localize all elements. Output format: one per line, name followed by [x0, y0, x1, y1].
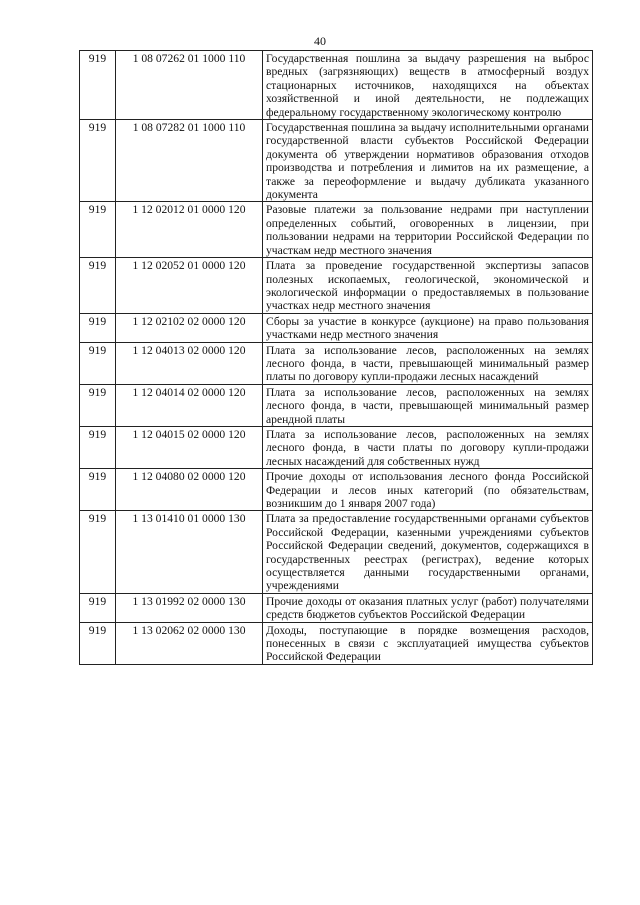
description-cell: Плата за предоставление государственными органами субъектов Российской Федерации, казенными учреждениями субъектов Российской Федерации сведений, документов, содержащихся в государственных реестрах (регистрах), ведение которых осуществляется данными государственными органами, учреждениями [263, 511, 593, 593]
description-cell: Государственная пошлина за выдачу исполнительными органами государственной власти субъектов Российской Федерации документа об утверждении нормативов образования отходов производства и потребления и лимитов на их размещение, а также за переоформление и выдачу дубликата указанного документа [263, 120, 593, 202]
description-cell: Государственная пошлина за выдачу разрешения на выброс вредных (загрязняющих) веществ в атмосферный воздух стационарных источников, находящихся на объектах хозяйственной и иной деятельности, не подлежащих федеральному государственному экологическому контролю [263, 51, 593, 120]
budget-code-cell: 1 08 07282 01 1000 110 [116, 120, 263, 202]
budget-code-cell: 1 12 02102 02 0000 120 [116, 313, 263, 342]
description-cell: Плата за проведение государственной экспертизы запасов полезных ископаемых, геологической, экономической и экологической информации о предоставляемых в пользование участках недр местного значения [263, 258, 593, 314]
description-cell: Доходы, поступающие в порядке возмещения расходов, понесенных в связи с эксплуатацией имущества субъектов Российской Федерации [263, 622, 593, 664]
revenue-codes-table [79, 50, 593, 665]
table-row [80, 258, 593, 314]
admin-code-cell: 919 [80, 511, 116, 593]
admin-code-cell: 919 [80, 426, 116, 468]
admin-code-cell: 919 [80, 51, 116, 120]
admin-code-cell: 919 [80, 258, 116, 314]
description-cell: Плата за использование лесов, расположенных на землях лесного фонда, в части, превышающей минимальный размер арендной платы [263, 384, 593, 426]
table-row [80, 120, 593, 202]
budget-code-cell: 1 12 02052 01 0000 120 [116, 258, 263, 314]
admin-code-cell: 919 [80, 469, 116, 511]
table-row [80, 593, 593, 622]
budget-code-cell: 1 12 04080 02 0000 120 [116, 469, 263, 511]
description-cell: Разовые платежи за пользование недрами при наступлении определенных событий, оговоренных в лицензии, при пользовании недрами на территории Российской Федерации по участкам недр местного значения [263, 202, 593, 258]
table-row [80, 313, 593, 342]
budget-code-cell: 1 12 04015 02 0000 120 [116, 426, 263, 468]
table-row [80, 51, 593, 120]
budget-code-cell: 1 12 02012 01 0000 120 [116, 202, 263, 258]
table-row [80, 202, 593, 258]
description-cell: Сборы за участие в конкурсе (аукционе) на право пользования участками недр местного значения [263, 313, 593, 342]
table-row [80, 426, 593, 468]
budget-code-cell: 1 12 04014 02 0000 120 [116, 384, 263, 426]
revenue-codes-body [80, 51, 593, 665]
admin-code-cell: 919 [80, 313, 116, 342]
admin-code-cell: 919 [80, 120, 116, 202]
table-row [80, 342, 593, 384]
table-row [80, 469, 593, 511]
table-row [80, 622, 593, 664]
admin-code-cell: 919 [80, 593, 116, 622]
budget-code-cell: 1 08 07262 01 1000 110 [116, 51, 263, 120]
budget-code-cell: 1 13 01992 02 0000 130 [116, 593, 263, 622]
description-cell: Прочие доходы от использования лесного фонда Российской Федерации и лесов иных категорий (по обязательствам, возникшим до 1 января 2007 года) [263, 469, 593, 511]
description-cell: Плата за использование лесов, расположенных на землях лесного фонда, в части, превышающей минимальный размер платы по договору купли-продажи лесных насаждений [263, 342, 593, 384]
admin-code-cell: 919 [80, 384, 116, 426]
budget-code-cell: 1 13 02062 02 0000 130 [116, 622, 263, 664]
admin-code-cell: 919 [80, 622, 116, 664]
admin-code-cell: 919 [80, 202, 116, 258]
admin-code-cell: 919 [80, 342, 116, 384]
budget-code-cell: 1 12 04013 02 0000 120 [116, 342, 263, 384]
table-row [80, 384, 593, 426]
table-row [80, 511, 593, 593]
description-cell: Прочие доходы от оказания платных услуг (работ) получателями средств бюджетов субъектов Российской Федерации [263, 593, 593, 622]
page-number: 40 [314, 34, 326, 48]
budget-code-cell: 1 13 01410 01 0000 130 [116, 511, 263, 593]
description-cell: Плата за использование лесов, расположенных на землях лесного фонда, в части платы по договору купли-продажи лесных насаждений для собственных нужд [263, 426, 593, 468]
